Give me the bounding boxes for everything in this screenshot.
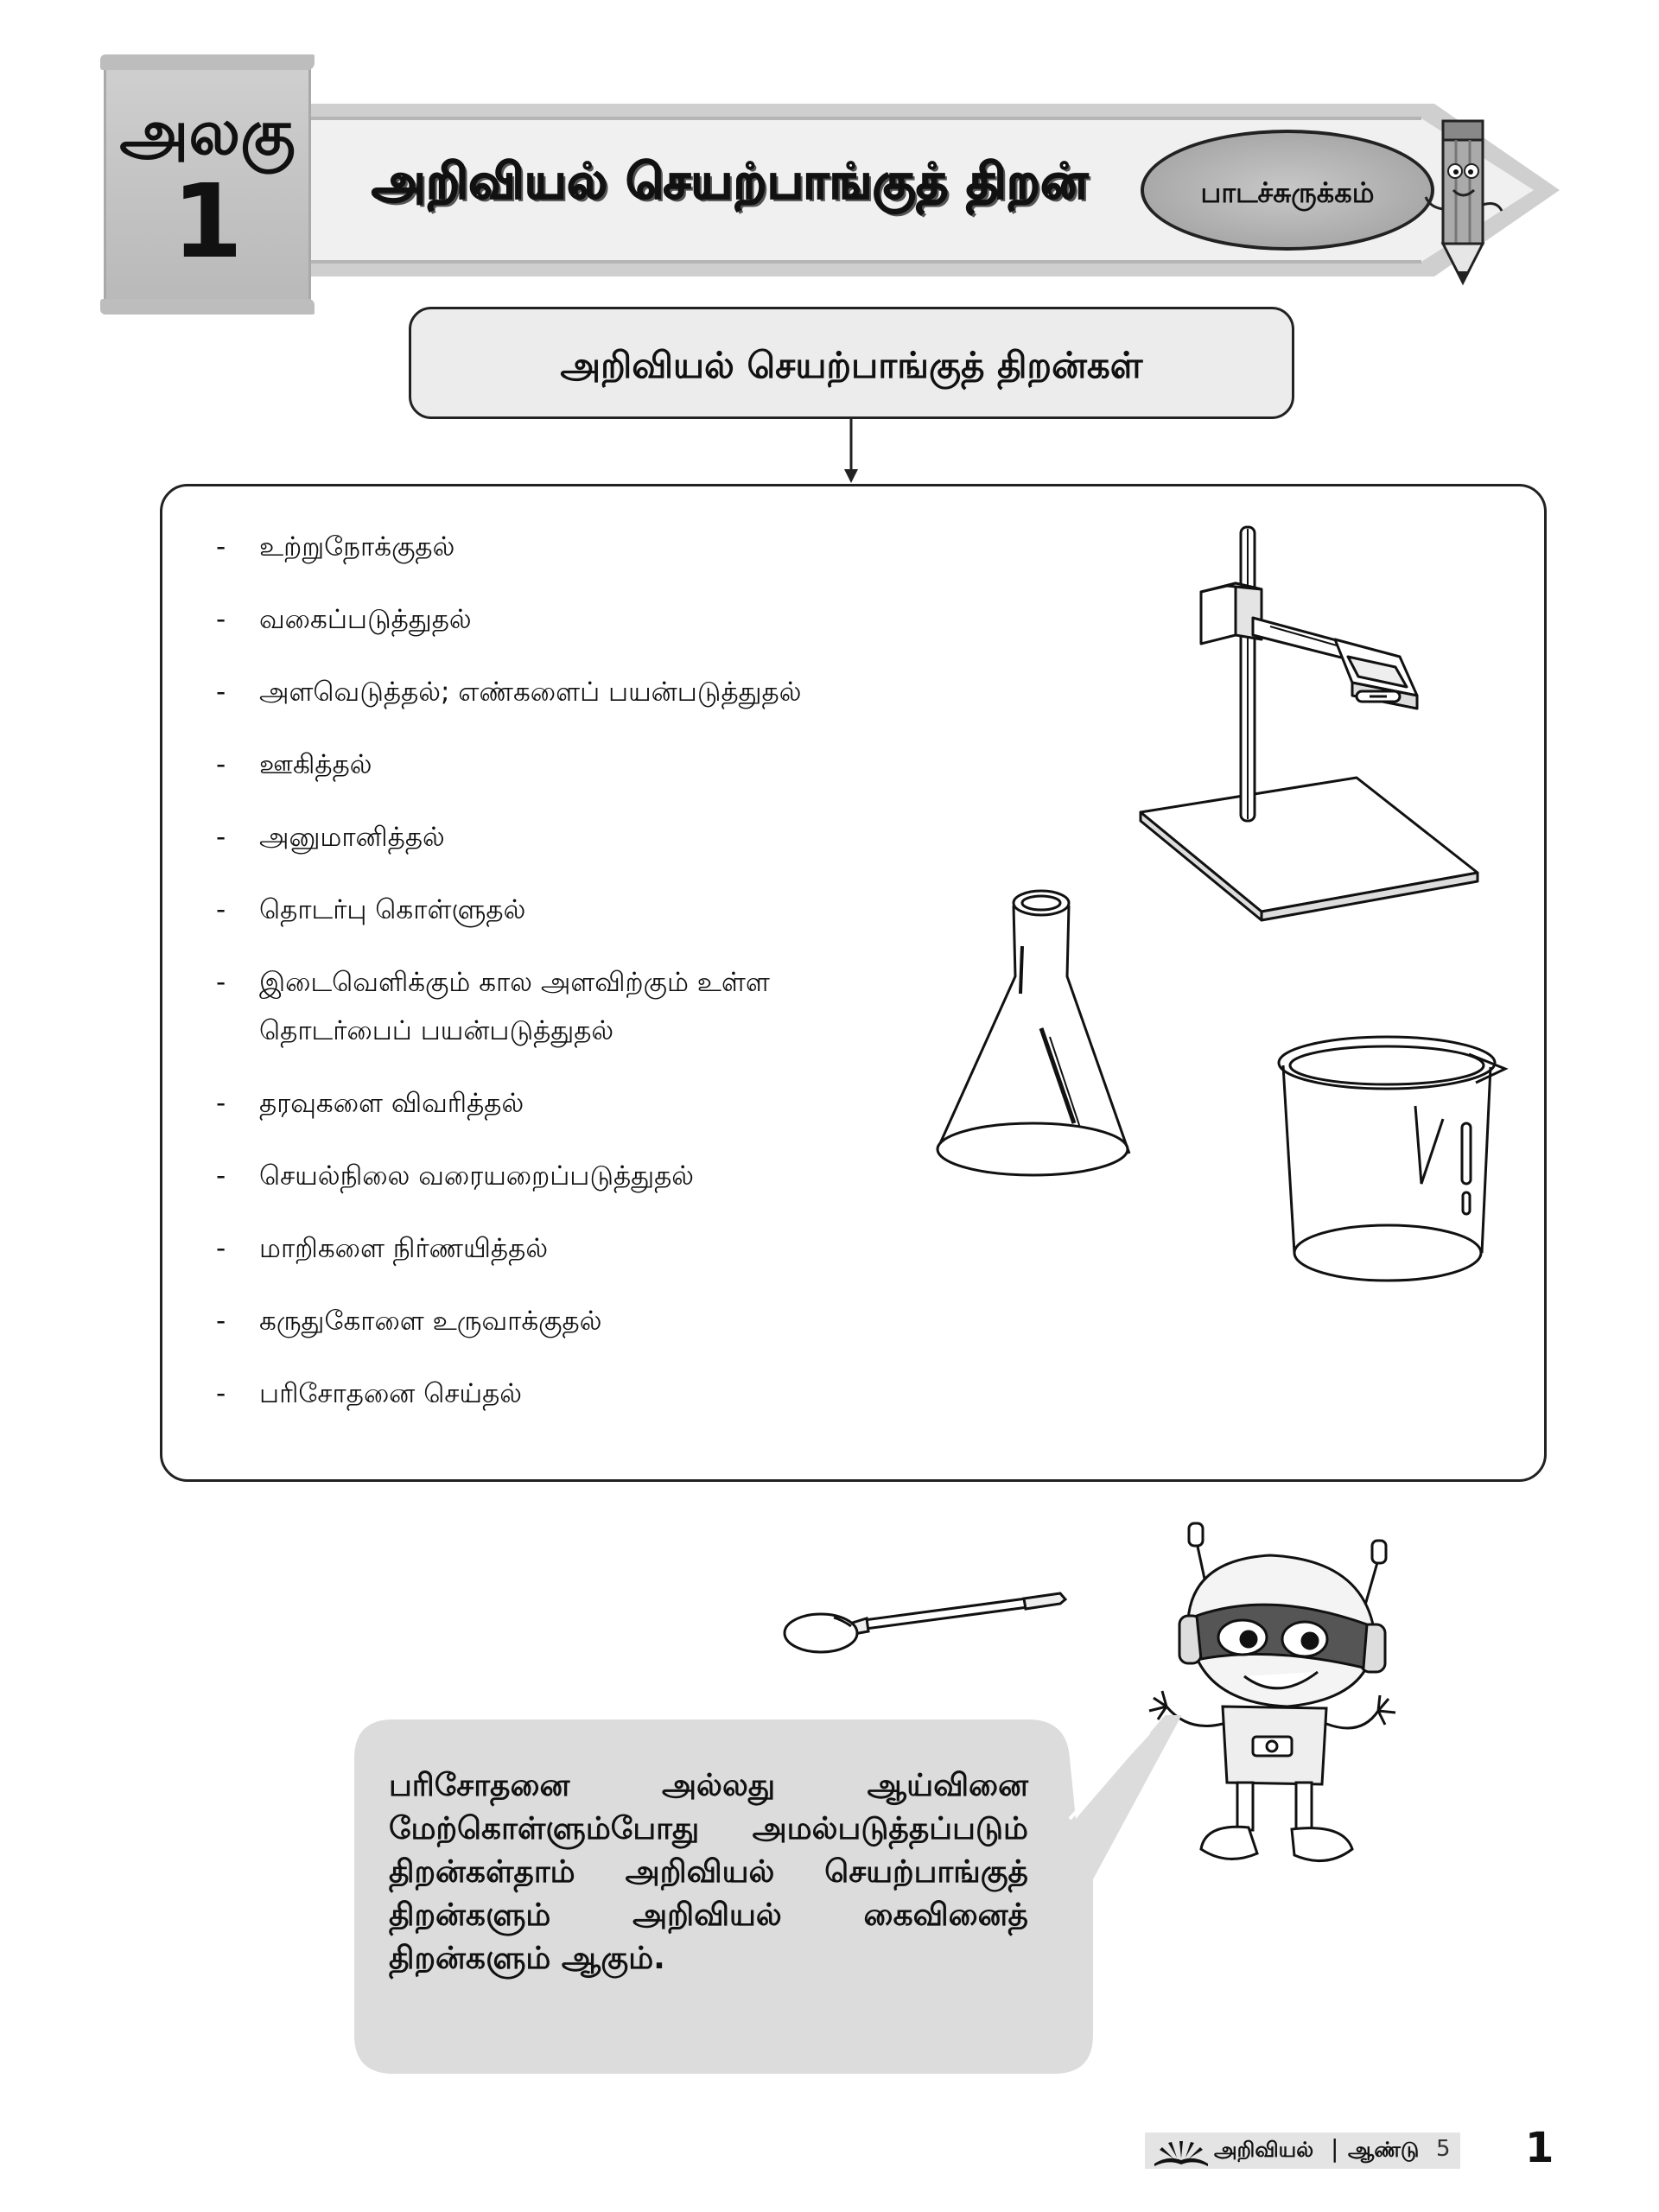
skill-item [216,813,994,861]
list-marker: - [216,894,226,925]
skill-text: ஊகித்தல் [259,749,372,780]
list-marker: - [216,677,226,708]
skill-item [216,886,994,934]
skill-item [216,741,994,789]
list-marker: - [216,531,226,563]
skill-item [216,523,994,571]
footer-separator: | [1331,2134,1339,2163]
dropper-icon [782,1564,1067,1659]
footer-subject: அறிவியல் [1214,2138,1314,2162]
skill-text: செயல்நிலை வரையறைப்படுத்துதல் [259,1160,695,1192]
skill-text: இடைவெளிக்கும் கால அளவிற்கும் உள்ள தொடர்பைப் பயன்படுத்துதல் [259,967,770,1046]
pencil-mascot-icon [1417,114,1512,287]
list-marker: - [216,1160,226,1192]
list-marker: - [216,1378,226,1409]
retort-stand-icon [1132,518,1495,933]
skills-heading: அறிவியல் செயற்பாங்குத் திறன்கள் [560,344,1143,386]
footer-year-number: 5 [1436,2136,1451,2162]
skill-item [216,595,994,644]
skills-list [216,523,994,1442]
skill-item [216,1297,994,1345]
list-marker: - [216,822,226,853]
unit-number: 1 [171,162,244,281]
skill-text: பரிசோதனை செய்தல் [259,1378,522,1409]
skill-item [216,1152,994,1200]
skills-heading-box [409,307,1294,419]
beaker-icon [1270,1024,1512,1292]
down-arrow-icon [842,419,860,484]
skill-item [216,1224,994,1273]
chapter-title: அறிவியல் செயற்பாங்குத் திறன் [372,154,1089,210]
unit-badge [104,65,311,302]
skill-text: அனுமானித்தல் [259,822,445,853]
skill-text: அளவெடுத்தல்; எண்களைப் பயன்படுத்துதல் [259,677,802,708]
skill-item [216,1079,994,1128]
skill-item [216,958,994,1055]
conical-flask-icon [929,881,1136,1192]
speech-bubble-text: பரிசோதனை அல்லது ஆய்வினை மேற்கொள்ளும்போது அமல்படுத்தப்படும் திறன்கள்தாம் அறிவியல் செயற்பாங்குத் திறன்களும் அறிவியல் கைவினைத் திறன்களும் ஆகும். [389,1768,1028,1976]
unit-label: அலகு [119,96,296,168]
list-marker: - [216,1233,226,1264]
book-logo-icon [1151,2134,1211,2167]
list-marker: - [216,967,226,998]
list-marker: - [216,1088,226,1119]
list-marker: - [216,749,226,780]
list-marker: - [216,1306,226,1337]
skill-item [216,1370,994,1418]
skill-text: கருதுகோளை உருவாக்குதல் [259,1306,602,1337]
skill-text: வகைப்படுத்துதல் [259,604,472,635]
summary-plate [1141,130,1434,251]
skill-text: தரவுகளை விவரித்தல் [259,1088,524,1119]
page-number: 1 [1525,2124,1554,2172]
skill-text: உற்றுநோக்குதல் [259,531,455,563]
footer-year-label: ஆண்டு [1348,2138,1420,2162]
list-marker: - [216,604,226,635]
skill-item [216,668,994,716]
summary-label: பாடச்சுருக்கம் [1200,176,1375,209]
skill-text: மாறிகளை நிர்ணயித்தல் [259,1233,549,1264]
skill-text: தொடர்பு கொள்ளுதல் [259,894,526,925]
